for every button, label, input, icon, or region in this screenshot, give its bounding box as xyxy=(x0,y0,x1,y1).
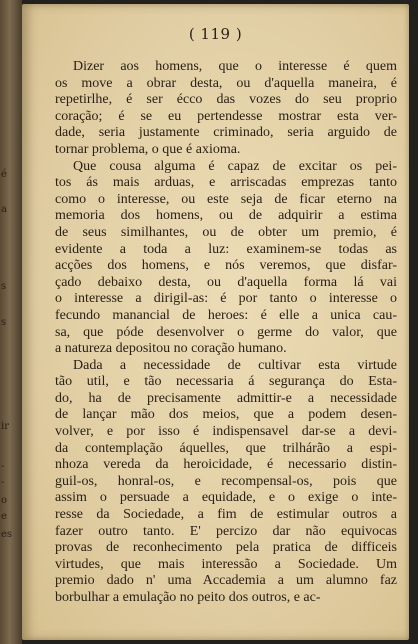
text-line: a natureza depositou no coração humano. xyxy=(55,341,287,357)
previous-page-fragment: e xyxy=(1,511,7,522)
text-line: fazer outro tanto. E' percizo dar não equivocas xyxy=(55,523,397,539)
text-line: Dada a necessidade de cultivar esta virtude xyxy=(73,357,397,373)
previous-page-fragment: - xyxy=(1,477,5,488)
previous-page-fragment: o xyxy=(1,495,8,506)
text-line: acções dos homens, e nós veremos, que disfar- xyxy=(55,258,397,274)
text-line: Que cousa alguma é capaz de excitar os pei- xyxy=(73,158,397,174)
text-line: coração; é se eu pertendesse mostrar esta ver- xyxy=(55,108,397,124)
text-line: o interesse a dirigil-as: é por tanto o interesse o xyxy=(55,291,397,307)
text-line: memoria dos homens, ou de adquirir a estima xyxy=(55,208,397,224)
previous-page-fragment: s xyxy=(1,317,7,328)
previous-page-fragment: s xyxy=(1,281,7,292)
text-line: tornar problema, o que é axioma. xyxy=(55,141,241,157)
book-page xyxy=(22,4,409,640)
text-line: tos ás mais arduas, e arriscadas emprezas tanto xyxy=(55,175,397,191)
previous-page-fragment: é xyxy=(1,169,7,180)
text-line: evidente a toda a luz: examinem-se todas as xyxy=(55,241,397,257)
text-line: volver, e por isso é indispensavel dar-se a devi- xyxy=(55,424,397,440)
previous-page-fragment: - xyxy=(1,461,5,472)
text-line: da contemplação áquelles, que trilhárão a espi- xyxy=(55,440,397,456)
text-line: premio dado n' uma Accademia a um alumno faz xyxy=(55,573,397,589)
text-line: fecundo manancial de heroes: é elle a unica cau- xyxy=(55,307,397,323)
previous-page-edge xyxy=(0,0,22,644)
text-line: borbulhar a emulação no peito dos outros, e ac- xyxy=(55,590,321,605)
text-line: resse da Sociedade, a fim de estimular outros a xyxy=(55,507,397,523)
text-line: do, ha de precisamente admittir-e a necessidade xyxy=(55,390,397,406)
paragraph xyxy=(55,59,397,159)
text-line: repetirlhe, é ser écco das vozes do seu proprio xyxy=(55,92,397,108)
text-line: sa, que póde desenvolver o germe do valor, que xyxy=(55,324,397,340)
page-number: ( 119 ) xyxy=(188,25,243,43)
text-line: nhoza vereda da heroicidade, é necessario distin- xyxy=(55,457,397,473)
text-line: çado debaixo desta, ou d'aquella forma lá vai xyxy=(55,274,397,290)
text-line: assim o persuade a equidade, e o exige o inte- xyxy=(55,490,397,506)
page-text xyxy=(55,59,397,607)
previous-page-fragment: ir xyxy=(1,421,9,432)
text-line: guil-os, honral-os, e recompensal-os, pois que xyxy=(55,473,397,489)
text-line: como o interesse, ou este seja de ficar eterno na xyxy=(55,191,397,207)
text-line: tão util, e tão necessaria á segurança do Esta- xyxy=(55,374,397,390)
text-line: de seus similhantes, ou de obter um premio, é xyxy=(55,224,397,240)
previous-page-fragment: a xyxy=(1,204,7,215)
text-line: os move a obrar desta, ou d'aquella maneira, é xyxy=(55,75,397,91)
text-line: provas de reconhecimento pela pratica de difficeis xyxy=(55,540,397,556)
text-line: virtudes, que mais interessão a Sociedade. Um xyxy=(55,556,397,572)
text-line: de lançar mão dos meios, que a podem desen- xyxy=(55,407,397,423)
paragraph xyxy=(55,358,397,607)
text-line: dade, seria justamente criminado, seria arguido de xyxy=(55,125,397,141)
previous-page-fragment: es xyxy=(1,529,13,540)
paragraph xyxy=(55,159,397,358)
text-line: Dizer aos homens, que o interesse é quem xyxy=(73,59,397,74)
